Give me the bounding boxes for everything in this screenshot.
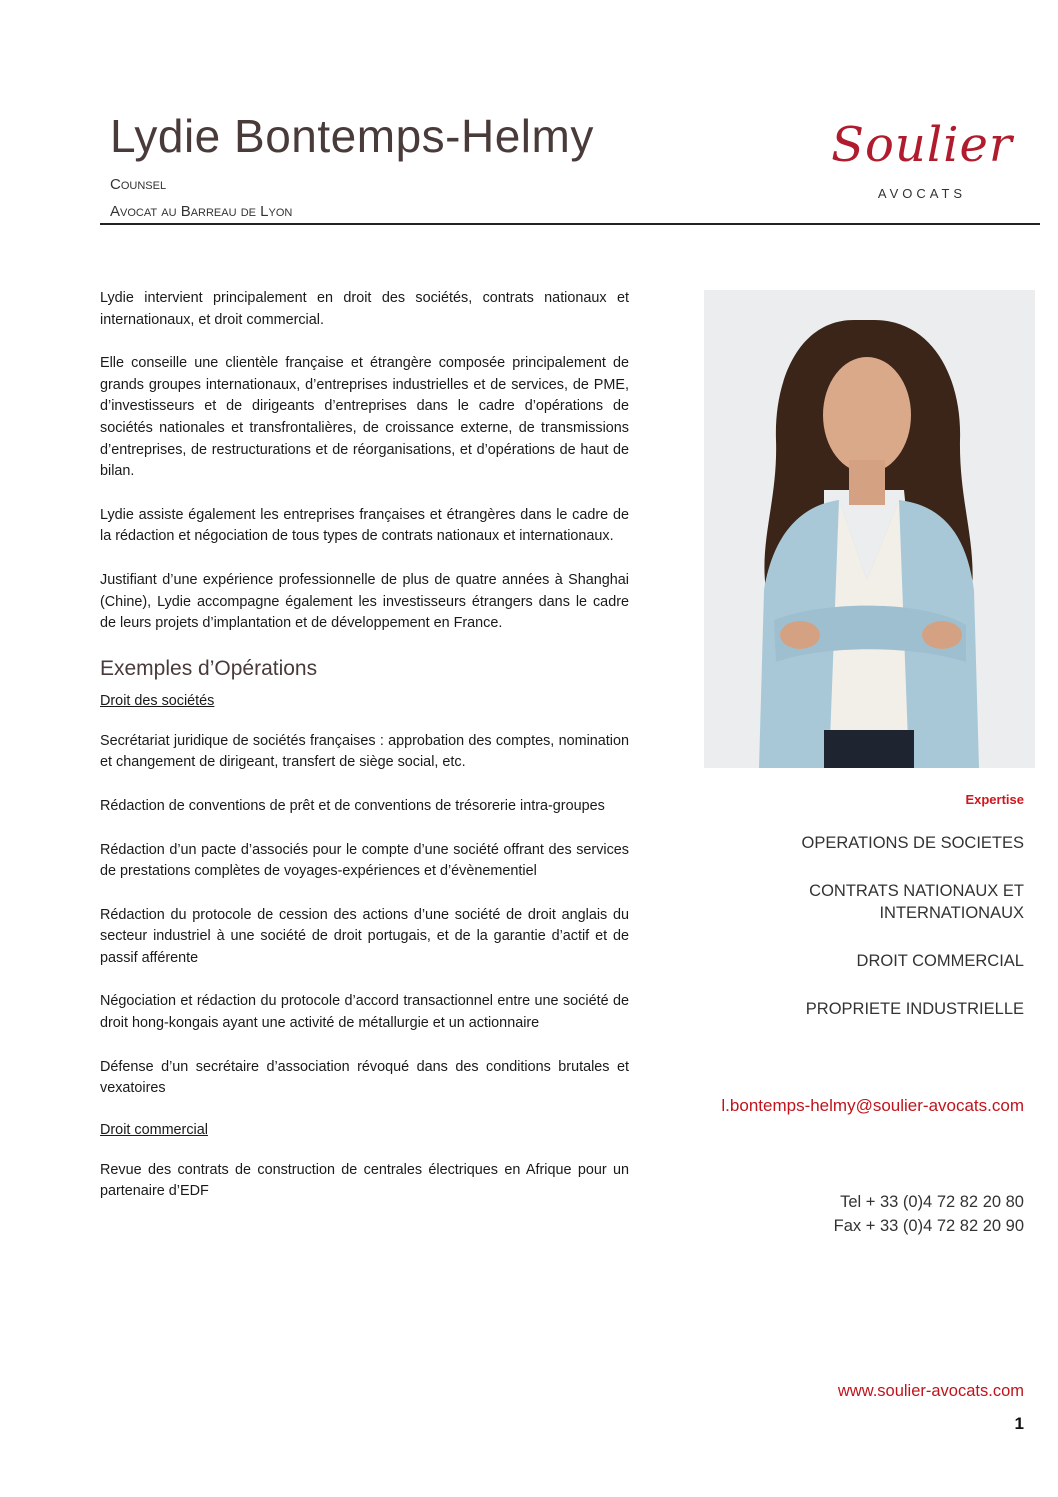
operation-item: Rédaction du protocole de cession des actions d’une société de droit anglais du secteur industriel à une société de droit portugais, et de la garantie d’actif et de passif afférente bbox=[100, 906, 629, 966]
operation-item: Rédaction d’un pacte d’associés pour le compte d’une société offrant des services de prestations complètes de voyages-expériences et d’évènementiel bbox=[100, 841, 629, 880]
soulier-logo bbox=[812, 112, 1032, 208]
website-link[interactable]: www.soulier-avocats.com bbox=[837, 1382, 1024, 1400]
portrait-illustration bbox=[704, 290, 1035, 768]
bio-paragraph: Lydie intervient principalement en droit des sociétés, contrats nationaux et internationaux, et droit commercial. bbox=[100, 290, 629, 328]
header-divider bbox=[100, 223, 1040, 225]
email-link[interactable]: l.bontemps-helmy@soulier-avocats.com bbox=[721, 1096, 1024, 1115]
operation-item: Défense d’un secrétaire d’association révoqué dans des conditions brutales et vexatoires bbox=[100, 1058, 629, 1097]
logo-subtitle: AVOCATS bbox=[877, 186, 967, 201]
section-title-societes: Droit des sociétés bbox=[100, 692, 215, 709]
expertise-list bbox=[700, 832, 1024, 1046]
portrait-photo bbox=[704, 290, 1035, 768]
operation-item: Secrétariat juridique de sociétés françaises : approbation des comptes, nomination et changement de dirigeant, transfert de siège social, etc. bbox=[100, 732, 629, 771]
expertise-item: PROPRIETE INDUSTRIELLE bbox=[805, 1000, 1024, 1018]
operation-item: Négociation et rédaction du protocole d’accord transactionnel entre une société de droit hong-kongais ayant une activité de métallurgie et un actionnaire bbox=[100, 993, 629, 1032]
main-column bbox=[100, 288, 629, 1225]
bio-paragraph: Justifiant d’une expérience professionnelle de plus de quatre années à Shanghai (Chine), Lydie accompagne également les investisseurs étrangers dans le cadre de leurs projets d’implantation et de développement en France. bbox=[100, 571, 629, 632]
operation-item: Revue des contrats de construction de centrales électriques en Afrique pour un partenaire d’EDF bbox=[100, 1161, 629, 1200]
operations-heading: Exemples d’Opérations bbox=[100, 656, 318, 680]
expertise-item: CONTRATS NATIONAUX ET INTERNATIONAUX bbox=[809, 882, 1024, 922]
person-name: Lydie Bontemps-Helmy bbox=[110, 110, 594, 162]
section-title-commercial: Droit commercial bbox=[100, 1121, 208, 1138]
page-number: 1 bbox=[1014, 1414, 1024, 1433]
job-title: Counsel bbox=[110, 176, 167, 193]
contact-phones bbox=[700, 1190, 1024, 1238]
bar-admission: Avocat au Barreau de Lyon bbox=[110, 203, 293, 220]
bio-paragraph: Lydie assiste également les entreprises françaises et étrangères dans le cadre de la rédaction et négociation de tous types de contrats nationaux et internationaux. bbox=[100, 506, 629, 545]
expertise-item: OPERATIONS DE SOCIETES bbox=[801, 834, 1024, 852]
expertise-label: Expertise bbox=[965, 792, 1024, 807]
logo-script: Soulier bbox=[831, 117, 1013, 173]
operation-item: Rédaction de conventions de prêt et de conventions de trésorerie intra-groupes bbox=[100, 797, 605, 814]
fax-number: Fax + 33 (0)4 72 82 20 90 bbox=[833, 1217, 1024, 1235]
phone-number: Tel + 33 (0)4 72 82 20 80 bbox=[840, 1193, 1024, 1211]
bio-paragraph: Elle conseille une clientèle française et étrangère composée principalement de grands groupes internationaux, d’entreprises industrielles et de services, de PME, d’investisseurs et de dirigeants d’entreprises dans le cadre d’opérations de sociétés nationales et transfrontalières, de croissance externe, de transmissions d’entreprises, de restructurations et de réorganisations, et d’opérations de haut de bilan. bbox=[100, 355, 629, 480]
expertise-item: DROIT COMMERCIAL bbox=[856, 952, 1024, 970]
